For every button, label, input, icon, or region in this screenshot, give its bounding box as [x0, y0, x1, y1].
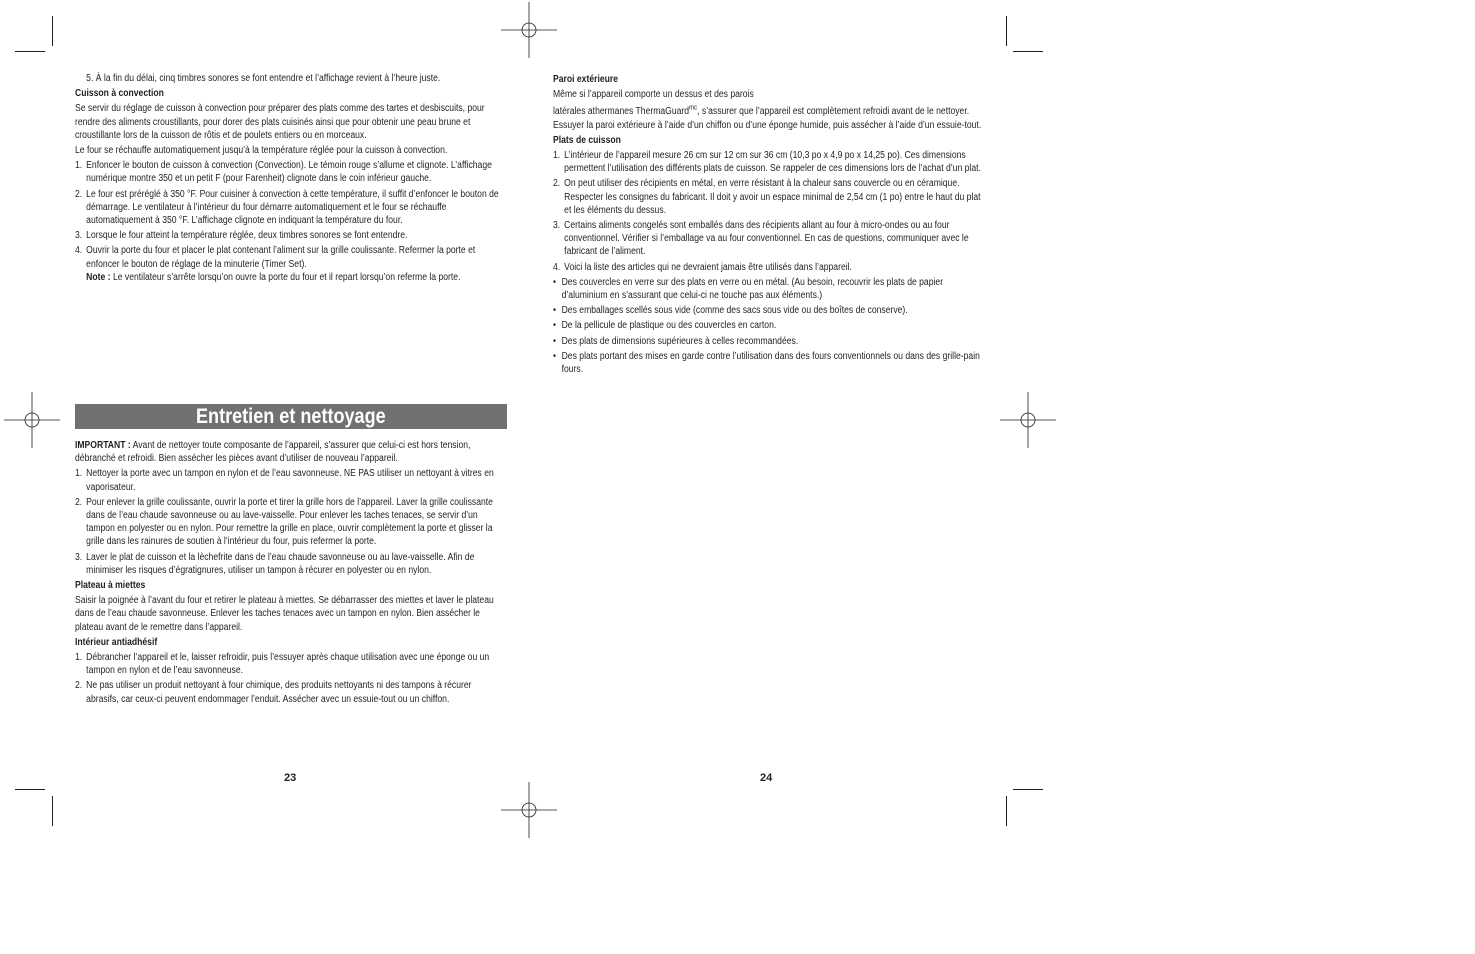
nonstick-steps-list — [75, 651, 505, 706]
exterior-wall-text: latérales athermanes ThermaGuard — [553, 106, 690, 118]
convection-paragraph: Se servir du réglage de cuisson à convection pour préparer des plats comme des tartes et desbiscuits, pour rendre des aliments croustillants, pour dorer des plats cuisinés ainsi que pour obtenir une peau brune et croustillante lors de la cuisson de rôtis et de poulets entiers ou en morceaux. — [75, 103, 485, 141]
right-page — [553, 72, 983, 378]
nonstick-heading: Intérieur antiadhésif — [75, 636, 158, 648]
important-paragraph — [75, 439, 505, 465]
registration-mark-icon — [501, 782, 557, 838]
dishes-steps-list — [553, 149, 983, 274]
cleaning-steps-list — [75, 467, 505, 577]
step-text: On peut utiliser des récipients en métal, en verre résistant à la chaleur sans couvercle ou en céramique. Respecter les consignes du fabricant. Il doit y avoir un espace minimal de 2,54 cm (1 po) entre le haut du plat et les éléments du dessus. — [564, 178, 981, 216]
step-text: Pour enlever la grille coulissante, ouvrir la porte et tirer la grille hors de l’appareil. Laver la grille coulissante dans de l’eau chaude savonneuse ou au lave-vaisselle. Pour enlever les taches tenaces, se servir d’un tampon en polyester ou en nylon. Pour remettre la grille en place, ouvrir complètement la porte et glisser la grille dans les rainures de soutien à l’intérieur du four, puis refermer la porte. — [86, 496, 493, 548]
registration-mark-icon — [4, 392, 60, 448]
step-text: Lorsque le four atteint la température réglée, deux timbres sonores se font entendre. — [86, 230, 408, 242]
step-text: Le four est préréglé à 350 °F. Pour cuisiner à convection à cette température, il suffit d’enfoncer le bouton de démarrage. Le ventilateur à l’intérieur du four démarre automatiquement et le four se réchauffe automatiquement à 350 °F. L’affichage clignote en indiquant la température du four. — [86, 188, 499, 227]
step-number: 1. — [553, 150, 561, 162]
dishes-heading: Plats de cuisson — [553, 134, 621, 146]
bullet-text: De la pellicule de plastique ou des couvercles en carton. — [561, 320, 777, 332]
crop-mark — [15, 51, 45, 52]
registration-mark-icon — [1000, 392, 1056, 448]
list-item — [75, 467, 505, 493]
crop-mark — [1013, 789, 1043, 790]
list-item — [553, 319, 983, 332]
list-item — [75, 229, 505, 242]
convection-paragraph: Le four se réchauffe automatiquement jusqu’à la température réglée pour la cuisson à convection. — [75, 145, 448, 157]
list-item — [553, 304, 983, 317]
step-number: 2. — [75, 496, 83, 508]
bullet-icon: • — [553, 350, 557, 362]
trademark-sup: mc — [689, 105, 698, 113]
step-text: Enfoncer le bouton de cuisson à convection (Convection). Le témoin rouge s’allume et clignote. L’affichage numérique montre 350 et un petit F (pour Farenheit) clignote dans le coin inférieur gauche. — [86, 160, 492, 185]
step-text: Ne pas utiliser un produit nettoyant à four chimique, des produits nettoyants ni des tampons à récurer abrasifs, car ceux-ci peuvent endommager l’enduit. Assécher avec un essuie-tout ou un chiffon. — [86, 680, 472, 705]
list-item — [553, 219, 983, 259]
step-text: L’intérieur de l’appareil mesure 26 cm sur 12 cm sur 36 cm (10,3 po x 4,9 po x 14,25 po). Ces dimensions permettent l’utilisation des différents plats de cuisson. Se rappeler de ces dimensions lors de l’achat d’un plat. — [564, 150, 981, 175]
step-number: 1. — [75, 652, 83, 664]
crumb-tray-paragraph: Saisir la poignée à l’avant du four et retirer le plateau à miettes. Se débarrasser des miettes et laver le plateau dans de l’eau chaude savonneuse. Enlever les taches tenaces avec un tampon en nylon. Bien assécher le plateau avant de le remettre dans l’appareil. — [75, 595, 494, 633]
list-item — [75, 496, 505, 549]
step-number: 4. — [553, 261, 561, 273]
registration-mark-icon — [501, 2, 557, 58]
step-text: Certains aliments congelés sont emballés dans des récipients allant au four à micro-ondes ou au four conventionnel. Vérifier si l’emballage va au four conventionnel. En cas de questions, communiquer avec le fabricant de l’aliment. — [564, 220, 969, 258]
step-text: Laver le plat de cuisson et la lèchefrite dans de l’eau chaude savonneuse ou au lave-vaisselle. Afin de minimiser les risques d’égratignures, utiliser un tampon à récurer en polyester ou en nylon. — [86, 551, 475, 576]
page-number: 23 — [284, 772, 297, 784]
bullet-icon: • — [553, 276, 557, 288]
list-item — [553, 335, 983, 348]
avoid-items-list — [553, 276, 983, 376]
left-page — [75, 72, 505, 286]
step-number: 3. — [553, 220, 561, 232]
list-item — [553, 149, 983, 175]
list-item — [553, 350, 983, 376]
step-text: Ouvrir la porte du four et placer le plat contenant l’aliment sur la grille coulissante. Refermer la porte et enfoncer le bouton de réglage de la minuterie (Timer Set). — [86, 245, 476, 270]
bullet-icon: • — [553, 305, 557, 317]
step-number: 3. — [75, 230, 83, 242]
convection-steps-list — [75, 159, 505, 284]
section-title: Entretien et nettoyage — [196, 405, 386, 428]
crop-mark — [1006, 16, 1007, 46]
list-item — [75, 244, 505, 284]
list-item — [553, 177, 983, 217]
step-number: 3. — [75, 551, 83, 563]
list-item — [75, 72, 505, 85]
bullet-text: Des plats de dimensions supérieures à celles recommandées. — [561, 335, 799, 347]
list-item — [553, 261, 983, 274]
list-item — [553, 276, 983, 302]
step-text: Nettoyer la porte avec un tampon en nylon et de l’eau savonneuse. NE PAS utiliser un nettoyant à vitres en vaporisateur. — [86, 468, 494, 493]
exterior-wall-heading: Paroi extérieure — [553, 74, 619, 85]
step-number: 2. — [553, 178, 561, 190]
crop-mark — [15, 789, 45, 790]
step-text: Débrancher l’appareil et le, laisser refroidir, puis l’essuyer après chaque utilisation avec une éponge ou un tampon en nylon et de l’eau savonneuse. — [86, 652, 490, 677]
step-number: 4. — [75, 245, 83, 257]
exterior-wall-text: , s’assurer que l’appareil est complètement refroidi avant de le nettoyer. Essuyer la paroi extérieure à l’aide d’un chiffon ou d’une éponge humide, puis assécher à l’aide d’un essuie-tout. — [553, 106, 982, 131]
crop-mark — [1013, 51, 1043, 52]
bullet-icon: • — [553, 320, 557, 332]
step-text: 5. À la fin du délai, cinq timbres sonores se font entendre et l’affichage revient à l’heure juste. — [86, 73, 441, 84]
crumb-tray-heading: Plateau à miettes — [75, 580, 146, 592]
bullet-text: Des emballages scellés sous vide (comme des sacs sous vide ou des boîtes de conserve). — [561, 305, 908, 317]
list-item — [75, 159, 505, 185]
list-item — [75, 188, 505, 228]
exterior-wall-line: Même si l’appareil comporte un dessus et des parois — [553, 89, 754, 101]
list-item — [75, 651, 505, 677]
list-item — [75, 679, 505, 705]
bullet-icon: • — [553, 335, 557, 347]
step-number: 1. — [75, 160, 83, 172]
exterior-wall-paragraph — [553, 105, 983, 131]
step-number: 1. — [75, 468, 83, 480]
crop-mark — [1006, 796, 1007, 826]
note-label: Note : — [86, 271, 111, 283]
crop-mark — [52, 796, 53, 826]
step-number: 2. — [75, 680, 83, 692]
crop-mark — [52, 16, 53, 46]
left-page-cleaning — [75, 439, 505, 708]
bullet-text: Des plats portant des mises en garde contre l’utilisation dans des fours conventionnels ou dans des grille-pain fours. — [561, 350, 980, 376]
bullet-text: Des couvercles en verre sur des plats en verre ou en métal. (Au besoin, recouvrir les plats de papier d’aluminium en s’assurant que celui-ci ne touche pas aux éléments.) — [561, 276, 944, 302]
list-item — [75, 551, 505, 577]
page-number: 24 — [760, 772, 773, 784]
section-title-bar — [75, 404, 507, 429]
step-number: 2. — [75, 188, 83, 200]
important-label: IMPORTANT : — [75, 440, 131, 451]
step-text: Voici la liste des articles qui ne devraient jamais être utilisés dans l’appareil. — [564, 261, 852, 273]
important-text: Avant de nettoyer toute composante de l’appareil, s’assurer que celui-ci est hors tension, débranché et refroidi. Bien assécher les pièces avant d’utiliser de nouveau l’appareil. — [75, 440, 471, 465]
convection-heading: Cuisson à convection — [75, 88, 164, 100]
timer-steps-list — [75, 72, 505, 85]
note-text: Le ventilateur s’arrête lorsqu’on ouvre la porte du four et il repart lorsqu’on referme la porte. — [110, 271, 461, 283]
